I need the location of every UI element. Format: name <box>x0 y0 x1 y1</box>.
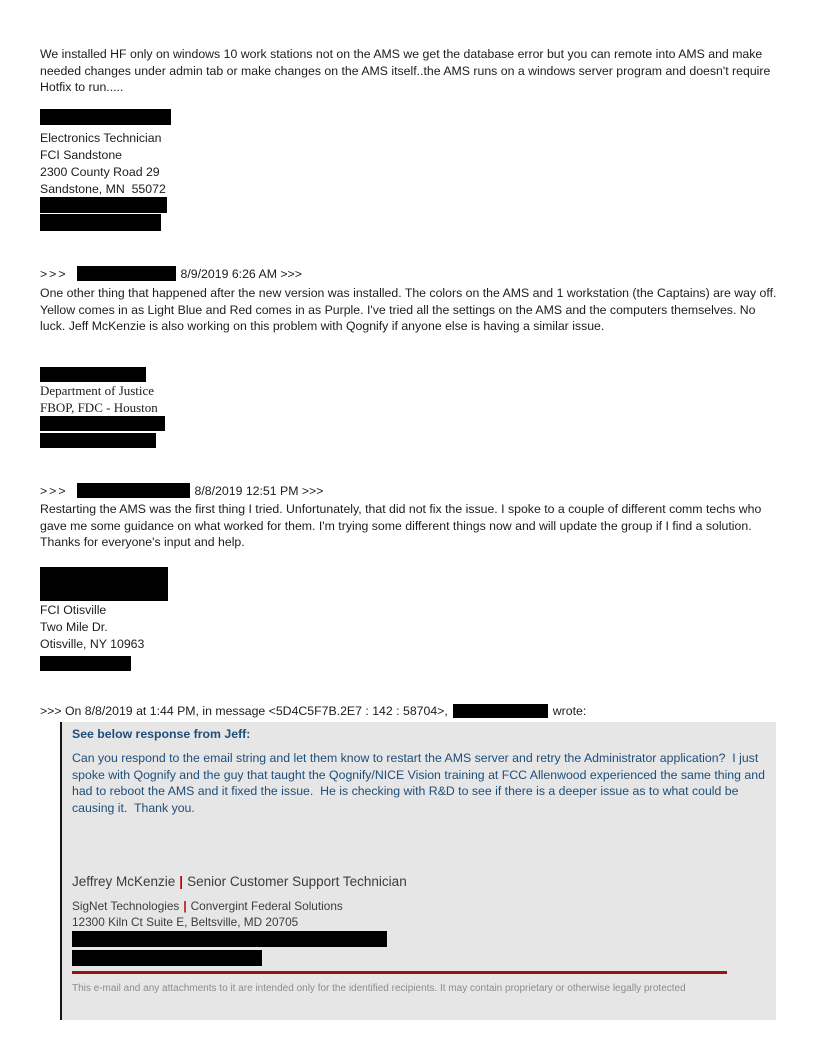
quote-signature-company <box>72 899 343 913</box>
email-disclaimer: This e-mail and any attachments to it are intended only for the identified recipients. It may contain proprietary or otherwise legally protected <box>72 983 686 994</box>
signature3-street: Two Mile Dr. <box>40 620 108 634</box>
quoted-reply-block <box>60 722 776 1020</box>
redaction-bar-sender2-name <box>40 367 146 382</box>
reply-header-2 <box>40 266 780 282</box>
redaction-bar-sender2-name-inline <box>77 266 176 281</box>
signature1-block <box>40 130 166 198</box>
redaction-bar-sender2-email <box>40 433 156 448</box>
message1-body: We installed HF only on windows 10 work stations not on the AMS we get the database error but you can remote into AMS and make needed changes under admin tab or make changes on the AMS itself..the AMS runs on a windows server program and doesn't require Hotfix to run..... <box>40 47 774 94</box>
signature1-title: Electronics Technician <box>40 131 162 145</box>
redaction-bar-sender3-phone <box>40 656 131 671</box>
signature1-facility: FCI Sandstone <box>40 148 123 162</box>
quote-signature-address: 12300 Kiln Ct Suite E, Beltsville, MD 20705 <box>72 915 299 929</box>
redaction-bar-sender4-name-inline <box>453 704 548 718</box>
signature1-street: 2300 County Road 29 <box>40 165 160 179</box>
reply-header-4 <box>40 703 780 719</box>
redaction-bar-sender1-email <box>40 214 161 231</box>
signer-name: Jeffrey McKenzie <box>72 874 176 889</box>
quote-signature-name-title <box>72 874 407 889</box>
reply-header-2-date: 8/9/2019 6:26 AM >>> <box>180 267 302 281</box>
signature3-block <box>40 602 144 653</box>
company-name-2: Convergint Federal Solutions <box>190 899 343 913</box>
quote-body: Can you respond to the email string and let them know to restart the AMS server and retry the Administrator application? I just spoke with Qognify and the guy that taught the Qognify/NICE Vision training at FCC Allenwood experienced the same thing and had to reboot the AMS and it fixed the issue. He is checking with R&D to see if there is a deeper issue as to what could be causing it. Thank you. <box>72 751 769 815</box>
signature2-block <box>40 383 158 416</box>
signature3-facility: FCI Otisville <box>40 603 107 617</box>
reply-header-4-post: wrote: <box>552 704 587 718</box>
reply-header-3 <box>40 483 780 499</box>
message3-body: Restarting the AMS was the first thing I tried. Unfortunately, that did not fix the issue. I spoke to a couple of different comm techs who gave me some guidance on what worked for them. I'm trying some different things now and will update the group if I find a solution. Thanks for everyone's input and help. <box>40 502 765 549</box>
red-pipe-separator: | <box>183 899 187 913</box>
signature2-facility: FBOP, FDC - Houston <box>40 399 158 415</box>
redaction-bar-sender3-name-title <box>40 567 168 601</box>
message2-body: One other thing that happened after the new version was installed. The colors on the AMS and 1 workstation (the Captains) are way off. Yellow comes in as Light Blue and Red comes in as Purple. I've tried all the settings on the AMS and the computers themselves. No luck. Jeff McKenzie is also working on this problem with Qognify if anyone else is having a similar issue. <box>40 286 780 333</box>
signature2-org: Department of Justice <box>40 383 155 398</box>
reply-header-4-pre: >>> On 8/8/2019 at 1:44 PM, in message <5D4C5F7B.2E7 : 142 : 58704>, <box>40 704 448 718</box>
redaction-bar-signer-phone <box>72 931 387 947</box>
redaction-bar-sender2-phone <box>40 416 165 431</box>
signer-title: Senior Customer Support Technician <box>187 874 407 889</box>
company-name: SigNet Technologies <box>72 899 180 913</box>
redaction-bar-signer-email <box>72 950 262 966</box>
redaction-bar-sender1-phone <box>40 197 167 213</box>
quote-intro: See below response from Jeff: <box>72 727 251 741</box>
signature3-city: Otisville, NY 10963 <box>40 637 145 651</box>
signature1-city: Sandstone, MN 55072 <box>40 182 166 196</box>
redaction-bar-sender3-name-inline <box>77 483 190 498</box>
red-divider-rule <box>72 971 727 974</box>
redaction-bar-sender1-name <box>40 109 171 125</box>
reply-arrows: >>> <box>40 484 68 498</box>
reply-arrows: >>> <box>40 267 68 281</box>
reply-header-3-date: 8/8/2019 12:51 PM >>> <box>194 484 324 498</box>
red-pipe-separator: | <box>179 874 184 889</box>
